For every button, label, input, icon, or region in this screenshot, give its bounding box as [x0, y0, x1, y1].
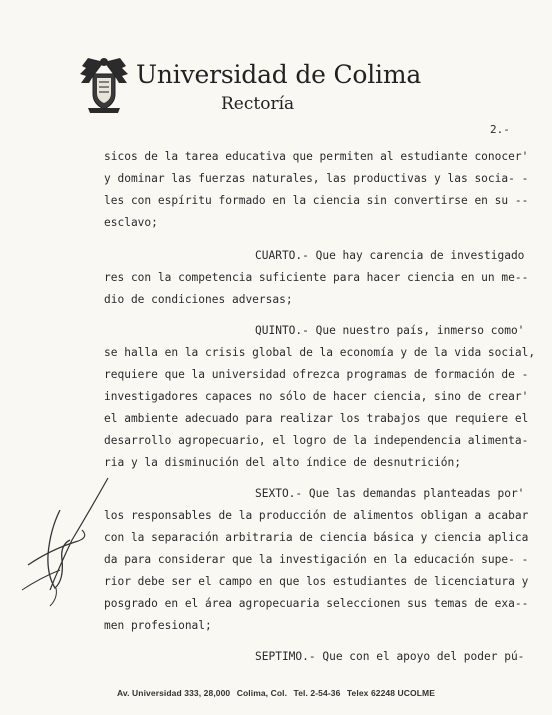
body-line: res con la competencia suficiente para hacer ciencia en un me--	[104, 271, 529, 284]
body-line: con la separación arbitraria de ciencia básica y ciencia aplica	[104, 531, 529, 544]
body-line: posgrado en el área agropecuaria seleccionen sus temas de exa--	[104, 597, 529, 610]
footer-address: Av. Universidad 333, 28,000	[117, 688, 231, 698]
university-seal-icon	[78, 56, 130, 114]
body-line: CUARTO.- Que hay carencia de investigado	[255, 249, 525, 262]
handwritten-signature	[20, 470, 120, 610]
footer-telex: Telex 62248 UCOLME	[346, 688, 435, 698]
body-line: rior debe ser el campo en que los estudiantes de licenciatura y	[104, 575, 529, 588]
page-number: 2.-	[490, 123, 510, 136]
body-line: los responsables de la producción de alimentos obligan a acabar	[104, 509, 529, 522]
university-name: Universidad de Colima	[136, 60, 422, 89]
body-line: les con espíritu formado en la ciencia sin convertirse en su --	[104, 194, 529, 207]
body-line: sicos de la tarea educativa que permiten al estudiante conocer'	[104, 150, 529, 163]
body-line: esclavo;	[104, 216, 158, 229]
body-line: y dominar las fuerzas naturales, las productivas y las socia- -	[104, 172, 529, 185]
body-line: ria y la disminución del alto índice de desnutrición;	[104, 456, 461, 469]
letterhead	[78, 52, 422, 122]
body-line: SEXTO.- Que las demandas planteadas por'	[255, 487, 525, 500]
footer-city: Colima, Col.	[236, 688, 288, 698]
body-line: el ambiente adecuado para realizar los trabajos que requiere el	[104, 412, 529, 425]
letterhead-footer	[0, 688, 552, 698]
department-name: Rectoría	[221, 94, 295, 114]
body-line: SEPTIMO.- Que con el apoyo del poder pú-	[255, 650, 525, 663]
body-line: desarrollo agropecuario, el logro de la independencia alimenta-	[104, 434, 529, 447]
body-line: men profesional;	[104, 619, 212, 632]
body-line: requiere que la universidad ofrezca programas de formación de -	[104, 368, 529, 381]
footer-phone: Tel. 2-54-36	[293, 688, 341, 698]
body-line: dio de condiciones adversas;	[104, 293, 293, 306]
body-line: QUINTO.- Que nuestro país, inmerso como'	[255, 324, 525, 337]
body-line: investigadores capaces no sólo de hacer ciencia, sino de crear'	[104, 390, 529, 403]
body-line: da para considerar que la investigación en la educación supe- -	[104, 553, 529, 566]
body-line: se halla en la crisis global de la economía y de la vida social,	[104, 346, 536, 359]
